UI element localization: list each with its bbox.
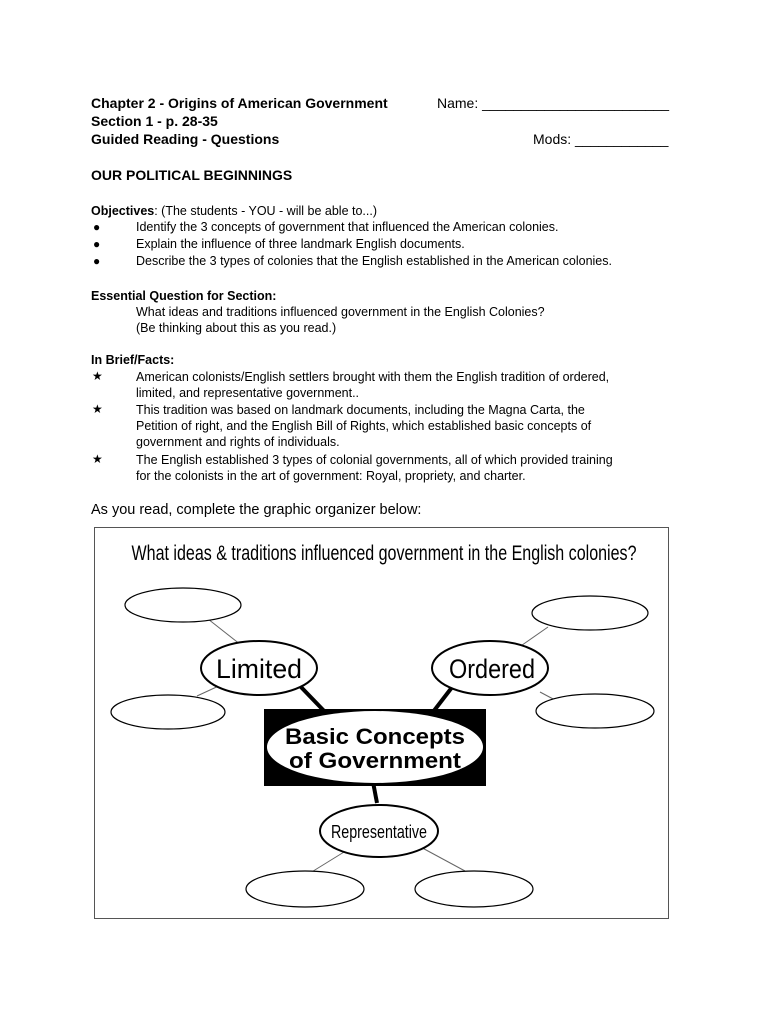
blank-oval-input[interactable] <box>246 871 364 907</box>
objectives-label: Objectives <box>91 204 155 218</box>
mods-field[interactable]: Mods: ____________ <box>533 131 669 147</box>
fact-line: for the colonists in the art of government: Royal, propriety, and charter. <box>136 469 526 483</box>
blank-oval-input[interactable] <box>125 588 241 622</box>
objective-item: Explain the influence of three landmark English documents. <box>136 237 465 251</box>
fact-line: government and rights of individuals. <box>136 435 340 449</box>
organizer-instruction: As you read, complete the graphic organizer below: <box>91 502 422 518</box>
blank-oval-input[interactable] <box>536 694 654 728</box>
section-heading: Section 1 - p. 28-35 <box>91 113 218 129</box>
name-field[interactable]: Name: ________________________ <box>437 95 669 111</box>
fact-line: Petition of right, and the English Bill of Rights, which established basic concepts of <box>136 419 592 433</box>
ordered-label: Ordered <box>449 654 535 684</box>
fact-line: American colonists/English settlers brought with them the English tradition of ordered, <box>136 370 610 384</box>
essential-question-label: Essential Question for Section: <box>91 289 277 303</box>
fact-line: limited, and representative government.. <box>136 386 360 400</box>
essential-question-text: What ideas and traditions influenced government in the English Colonies? <box>136 305 545 319</box>
blank-oval-input[interactable] <box>532 596 648 630</box>
bullet-dot-icon: ● <box>93 254 101 268</box>
chapter-heading: Chapter 2 - Origins of American Government <box>91 95 388 111</box>
bullet-dot-icon: ● <box>93 220 101 234</box>
objective-item: Describe the 3 types of colonies that the English established in the American colonies. <box>136 254 612 268</box>
center-title-line2: of Government <box>289 748 462 773</box>
in-brief-heading: In Brief/Facts: <box>91 353 175 367</box>
star-icon: ★ <box>92 402 103 416</box>
fact-line: The English established 3 types of colonial governments, all of which provided training <box>136 453 613 467</box>
objectives-heading <box>91 204 377 218</box>
objectives-intro: : (The students - YOU - will be able to...) <box>154 204 378 218</box>
fact-line: This tradition was based on landmark documents, including the Magna Carta, the <box>136 403 585 417</box>
limited-label: Limited <box>216 654 302 684</box>
organizer-question: What ideas & traditions influenced government in the English colonies? <box>131 542 637 565</box>
essential-question-note: (Be thinking about this as you read.) <box>136 321 337 335</box>
star-icon: ★ <box>92 369 103 383</box>
organizer-diagram <box>95 528 670 920</box>
representative-label: Representative <box>331 822 427 842</box>
guided-reading-heading: Guided Reading - Questions <box>91 131 280 147</box>
blank-oval-input[interactable] <box>415 871 533 907</box>
bullet-dot-icon: ● <box>93 237 101 251</box>
star-icon: ★ <box>92 452 103 466</box>
page-title: OUR POLITICAL BEGINNINGS <box>91 167 293 183</box>
graphic-organizer <box>94 527 669 919</box>
main-connector <box>433 686 453 712</box>
blank-oval-input[interactable] <box>111 695 225 729</box>
objective-item: Identify the 3 concepts of government that influenced the American colonies. <box>136 220 559 234</box>
center-title-line1: Basic Concepts <box>285 724 465 749</box>
